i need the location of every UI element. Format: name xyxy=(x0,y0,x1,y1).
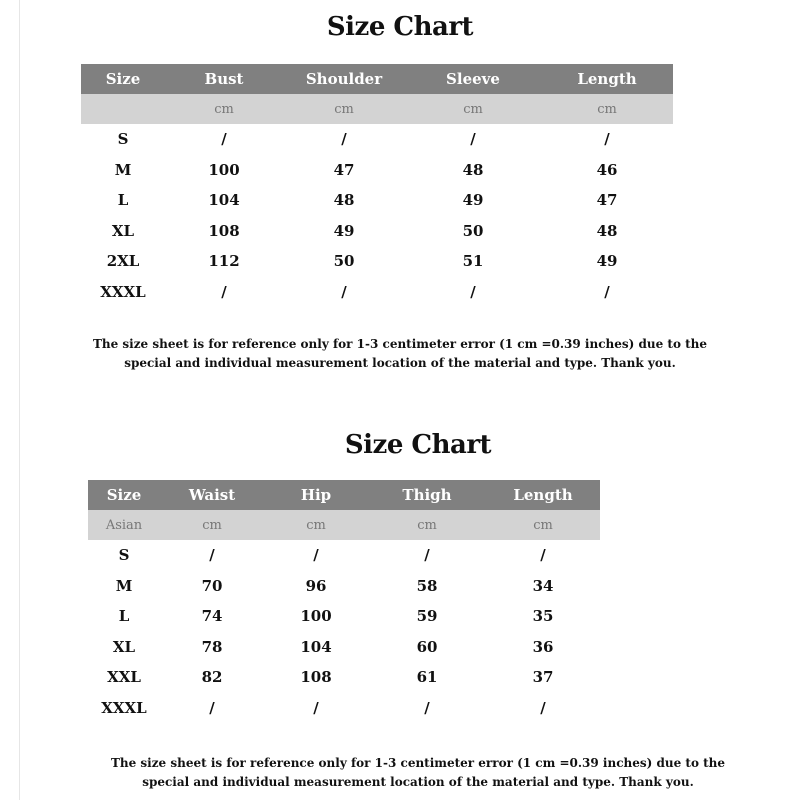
value-cell: / xyxy=(221,130,227,149)
value-cell: / xyxy=(341,282,347,301)
value-cell: 96 xyxy=(305,576,327,595)
table-row xyxy=(81,246,673,277)
table-row xyxy=(81,216,673,247)
bottom-size-table xyxy=(88,480,600,723)
size-cell: XXXL xyxy=(101,698,147,717)
unit-row xyxy=(88,510,600,540)
value-cell: 36 xyxy=(532,637,554,656)
note-line: The size sheet is for reference only for 1-3 centimeter error (1 cm =0.39 inches) due to the xyxy=(92,337,708,351)
table-row xyxy=(81,185,673,216)
value-cell: 100 xyxy=(300,607,332,626)
table-row xyxy=(88,632,600,663)
unit-row xyxy=(81,94,673,124)
value-cell: 48 xyxy=(462,160,484,179)
value-cell: 59 xyxy=(416,607,438,626)
size-cell: M xyxy=(114,160,132,179)
table-row xyxy=(81,277,673,308)
value-cell: 49 xyxy=(462,191,484,210)
unit-cell: cm xyxy=(264,510,368,540)
value-cell: 61 xyxy=(416,668,438,687)
value-cell: 46 xyxy=(596,160,618,179)
note-line: The size sheet is for reference only for 1-3 centimeter error (1 cm =0.39 inches) due to the xyxy=(110,756,726,770)
size-cell: S xyxy=(117,130,129,149)
value-cell: 108 xyxy=(208,221,240,240)
value-cell: / xyxy=(209,698,215,717)
value-cell: 35 xyxy=(532,607,554,626)
bottom-chart-title: Size Chart xyxy=(344,430,492,460)
value-cell: 47 xyxy=(596,191,618,210)
header-size: Size xyxy=(81,64,165,94)
value-cell: / xyxy=(604,130,610,149)
header-length: Length xyxy=(541,64,673,94)
bottom-chart-note xyxy=(18,754,800,792)
header-length: Length xyxy=(486,480,600,510)
size-cell: XL xyxy=(112,637,136,656)
table-header-row xyxy=(88,480,600,510)
value-cell: 50 xyxy=(462,221,484,240)
value-cell: 48 xyxy=(333,191,355,210)
table-header-row xyxy=(81,64,673,94)
value-cell: / xyxy=(604,282,610,301)
unit-cell xyxy=(81,94,165,124)
value-cell: 70 xyxy=(201,576,223,595)
unit-cell: cm xyxy=(368,510,486,540)
size-cell: XXL xyxy=(107,668,141,687)
value-cell: / xyxy=(341,130,347,149)
table-row xyxy=(88,571,600,602)
value-cell: 82 xyxy=(201,668,223,687)
table-row xyxy=(88,540,600,571)
size-cell: XXXL xyxy=(100,282,146,301)
unit-cell: Asian xyxy=(88,510,160,540)
size-cell: 2XL xyxy=(106,252,140,271)
header-shoulder: Shoulder xyxy=(283,64,405,94)
value-cell: 34 xyxy=(532,576,554,595)
header-bust: Bust xyxy=(165,64,283,94)
unit-cell: cm xyxy=(283,94,405,124)
value-cell: 104 xyxy=(300,637,332,656)
value-cell: / xyxy=(221,282,227,301)
header-size: Size xyxy=(88,480,160,510)
value-cell: / xyxy=(470,282,476,301)
size-cell: M xyxy=(115,576,133,595)
value-cell: 60 xyxy=(416,637,438,656)
header-hip: Hip xyxy=(264,480,368,510)
value-cell: 51 xyxy=(462,252,484,271)
table-row xyxy=(88,601,600,632)
table-row xyxy=(88,662,600,693)
value-cell: 50 xyxy=(333,252,355,271)
top-chart-title: Size Chart xyxy=(326,12,474,42)
value-cell: 47 xyxy=(333,160,355,179)
value-cell: 58 xyxy=(416,576,438,595)
table-row xyxy=(88,693,600,724)
table-row xyxy=(81,124,673,155)
header-waist: Waist xyxy=(160,480,264,510)
value-cell: 37 xyxy=(532,668,554,687)
value-cell: / xyxy=(313,546,319,565)
value-cell: / xyxy=(470,130,476,149)
size-cell: L xyxy=(117,191,129,210)
header-thigh: Thigh xyxy=(368,480,486,510)
value-cell: / xyxy=(540,546,546,565)
header-sleeve: Sleeve xyxy=(405,64,541,94)
unit-cell: cm xyxy=(165,94,283,124)
value-cell: 49 xyxy=(333,221,355,240)
value-cell: 48 xyxy=(596,221,618,240)
top-chart-note xyxy=(0,335,800,373)
value-cell: 104 xyxy=(208,191,240,210)
size-cell: XL xyxy=(111,221,135,240)
unit-cell: cm xyxy=(541,94,673,124)
unit-cell: cm xyxy=(486,510,600,540)
unit-cell: cm xyxy=(160,510,264,540)
value-cell: / xyxy=(540,698,546,717)
value-cell: / xyxy=(424,698,430,717)
value-cell: 108 xyxy=(300,668,332,687)
value-cell: / xyxy=(209,546,215,565)
size-cell: L xyxy=(118,607,130,626)
note-line: special and individual measurement location of the material and type. Thank you. xyxy=(142,775,694,789)
table-row xyxy=(81,155,673,186)
top-size-table xyxy=(81,64,673,307)
value-cell: 112 xyxy=(208,252,240,271)
note-line: special and individual measurement location of the material and type. Thank you. xyxy=(124,356,676,370)
unit-cell: cm xyxy=(405,94,541,124)
size-cell: S xyxy=(118,546,130,565)
value-cell: 100 xyxy=(208,160,240,179)
value-cell: 74 xyxy=(201,607,223,626)
value-cell: 78 xyxy=(201,637,223,656)
value-cell: / xyxy=(313,698,319,717)
value-cell: / xyxy=(424,546,430,565)
value-cell: 49 xyxy=(596,252,618,271)
page-left-border xyxy=(19,0,20,800)
